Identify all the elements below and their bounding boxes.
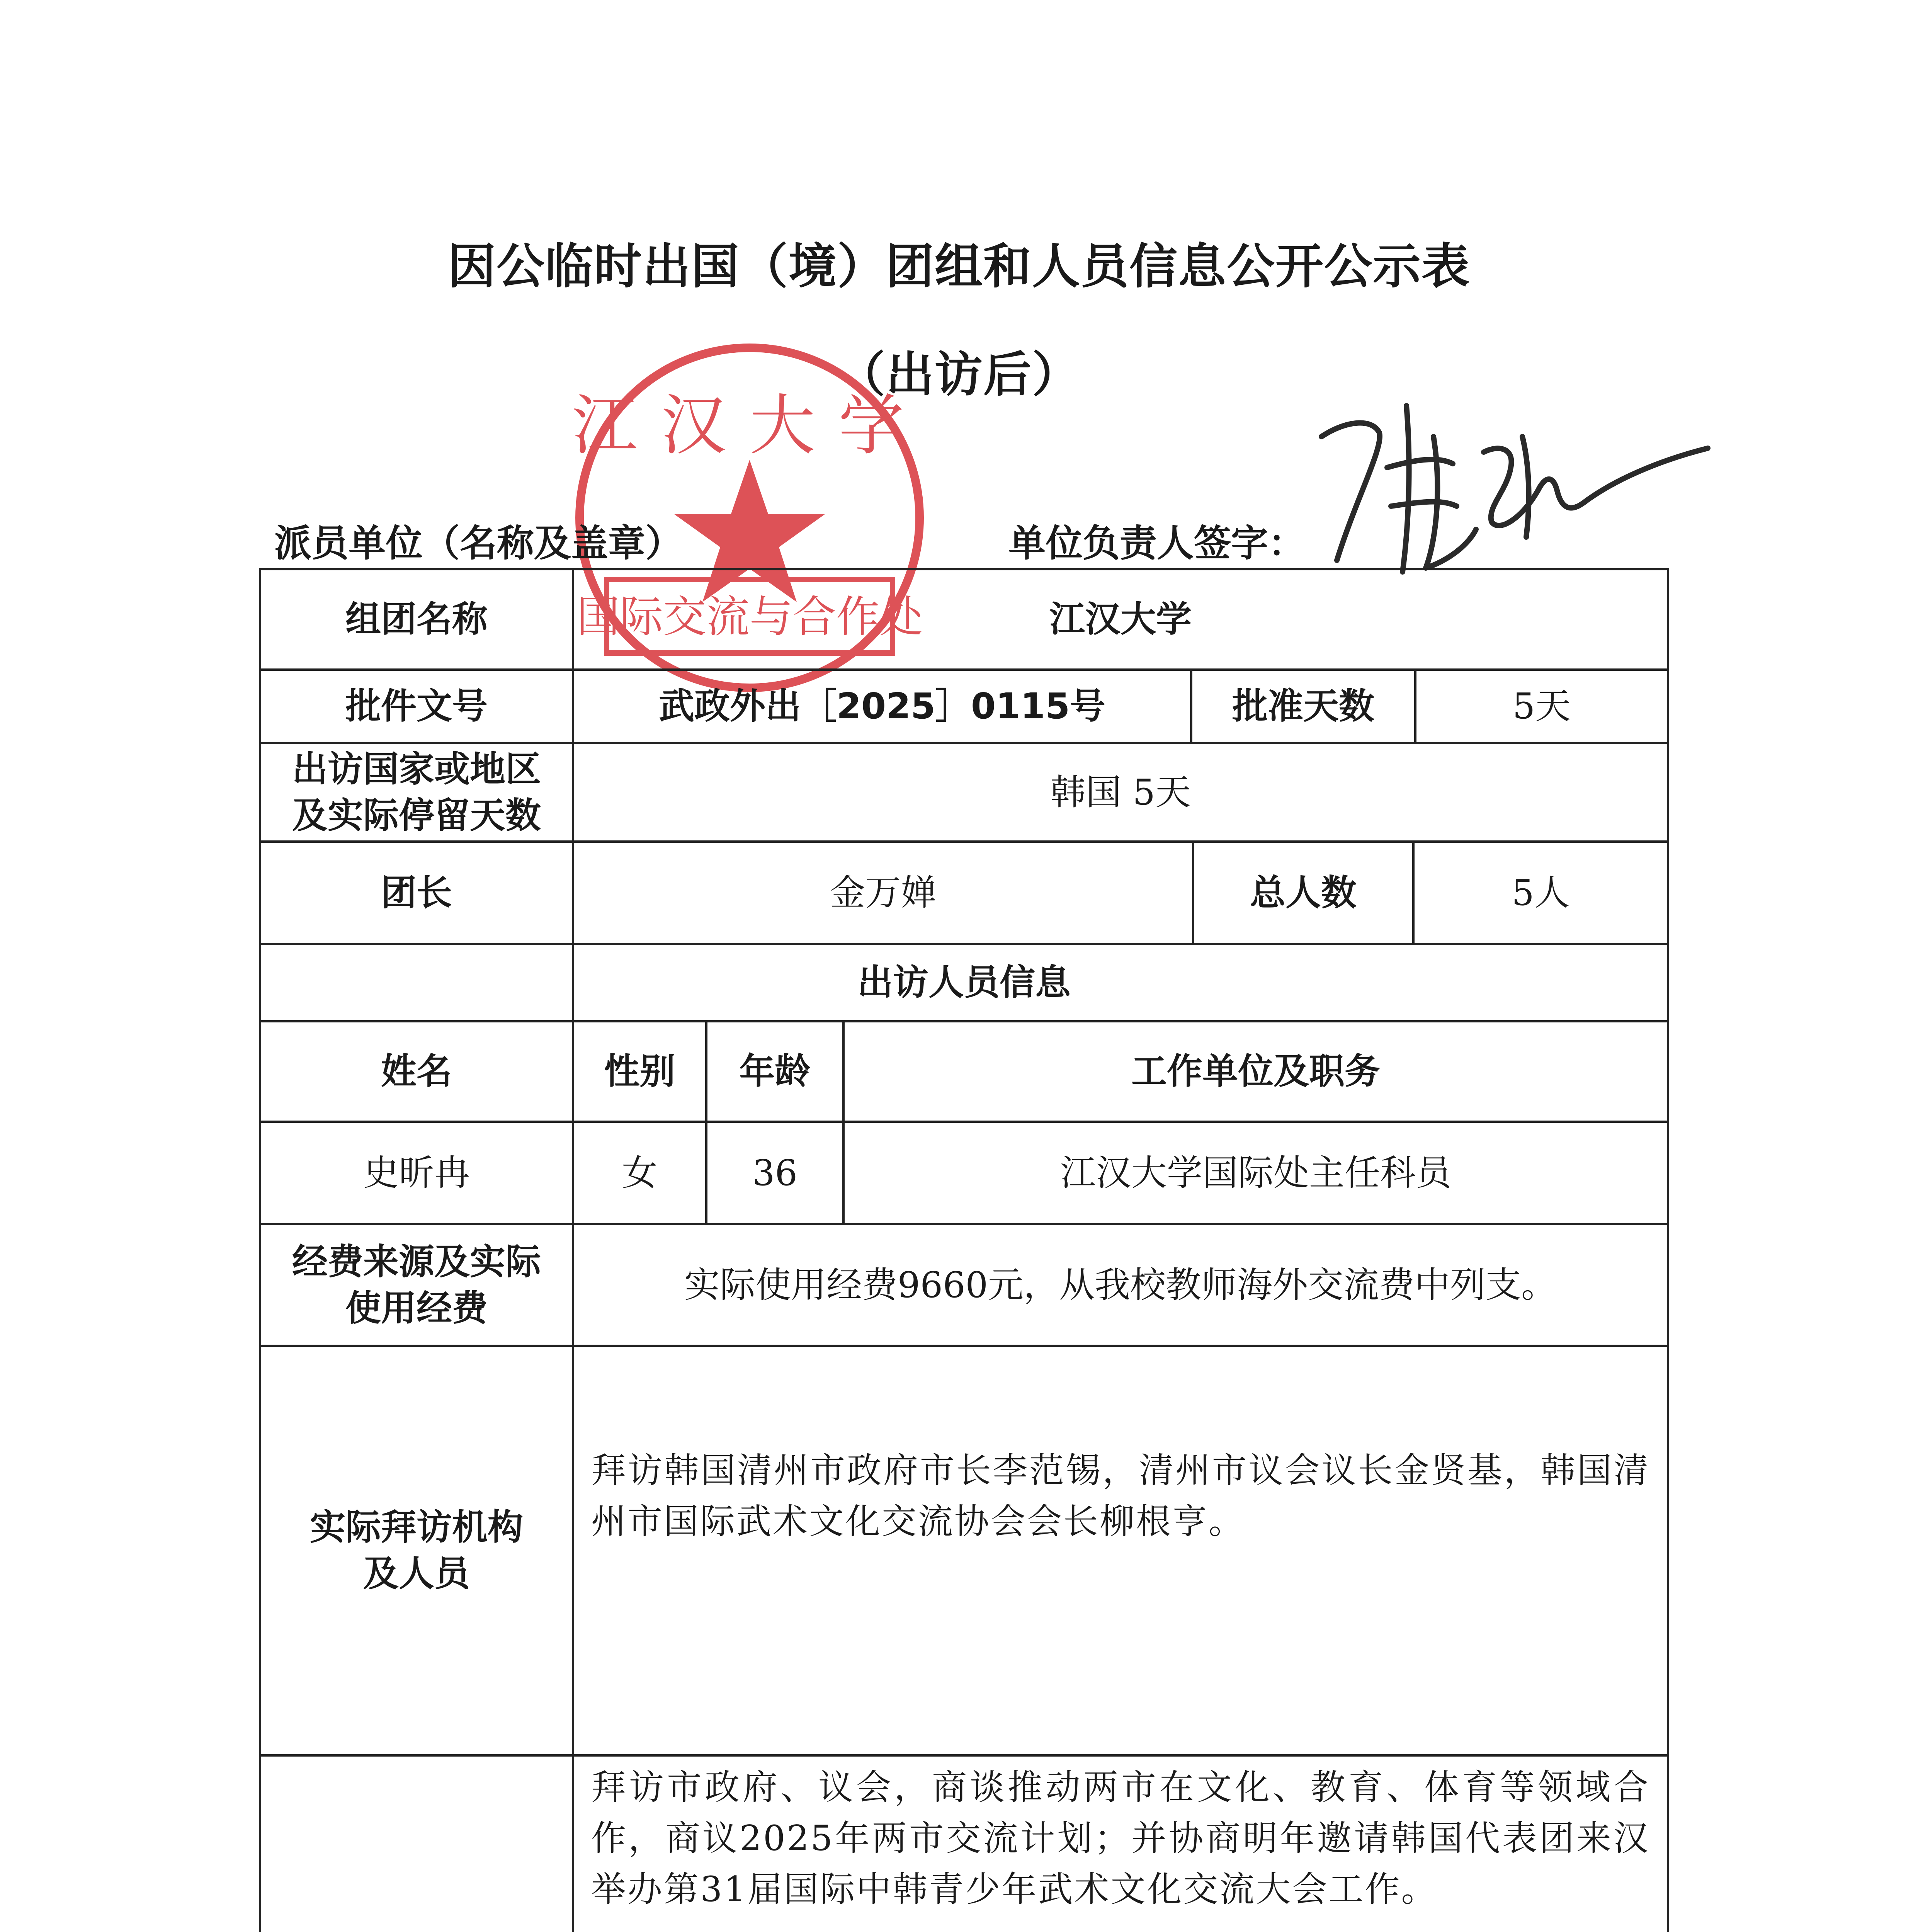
total-label: 总人数	[1250, 872, 1357, 913]
funding-value: 实际使用经费9660元，从我校教师海外交流费中列支。	[684, 1264, 1557, 1306]
approved-days-label: 批准天数	[1232, 685, 1374, 727]
funding-label-line1: 经费来源及实际	[292, 1241, 541, 1282]
group-name-label: 组团名称	[345, 599, 488, 640]
funding-label-line2: 使用经费	[345, 1287, 488, 1329]
signature	[1314, 390, 1716, 583]
page-subtitle: （出访后）	[837, 347, 1081, 403]
dispatch-unit-label: 派员单位（名称及盖章）	[274, 522, 682, 565]
seal-text-bottom: 国际交流与合作处	[576, 592, 923, 642]
approved-days-value: 5天	[1512, 685, 1571, 727]
leader-label: 团长	[381, 872, 452, 913]
results-value	[591, 1762, 1650, 1932]
col-age: 年龄	[739, 1051, 811, 1092]
visits-value	[591, 1445, 1650, 1547]
member-age: 36	[752, 1152, 798, 1194]
visits-label-line1: 实际拜访机构	[309, 1507, 523, 1548]
col-name: 姓名	[381, 1051, 452, 1092]
group-name-value: 江汉大学	[1049, 599, 1192, 640]
approval-doc-value: 武政外出［2025］0115号	[658, 685, 1106, 727]
total-value: 5人	[1512, 872, 1570, 913]
visits-label	[261, 1347, 572, 1754]
approval-doc-label: 批件文号	[345, 685, 488, 727]
visits-label-line2: 及人员	[363, 1553, 470, 1594]
member-position: 江汉大学国际处主任科员	[1060, 1152, 1451, 1194]
members-header: 出访人员信息	[857, 962, 1071, 1003]
country-label-line2: 及实际停留天数	[292, 794, 541, 836]
seal-text-top: 江汉大学	[571, 388, 928, 464]
visits-text: 拜访韩国清州市政府市长李范锡，清州市议会议长金贤基，韩国清州市国际武术文化交流协会会长柳根亨。	[591, 1450, 1650, 1542]
results-label	[261, 1757, 572, 1932]
member-gender: 女	[622, 1152, 658, 1194]
signature-label: 单位负责人签字：	[1008, 522, 1305, 565]
country-label	[261, 744, 572, 840]
member-name: 史昕冉	[363, 1152, 470, 1194]
results-paragraph-1: 拜访市政府、议会，商谈推动两市在文化、教育、体育等领域合作，商议2025年两市交流计划；并协商明年邀请韩国代表团来汉举办第31届国际中韩青少年武术文化交流大会工作。	[591, 1767, 1650, 1910]
col-gender: 性别	[604, 1051, 675, 1092]
page-title: 因公临时出国（境）团组和人员信息公开公示表	[447, 239, 1470, 294]
country-label-line1: 出访国家或地区	[292, 748, 541, 790]
country-value: 韩国 5天	[1050, 771, 1191, 813]
leader-value: 金万婵	[830, 872, 937, 913]
col-position: 工作单位及职务	[1131, 1051, 1380, 1092]
funding-label	[261, 1225, 572, 1345]
